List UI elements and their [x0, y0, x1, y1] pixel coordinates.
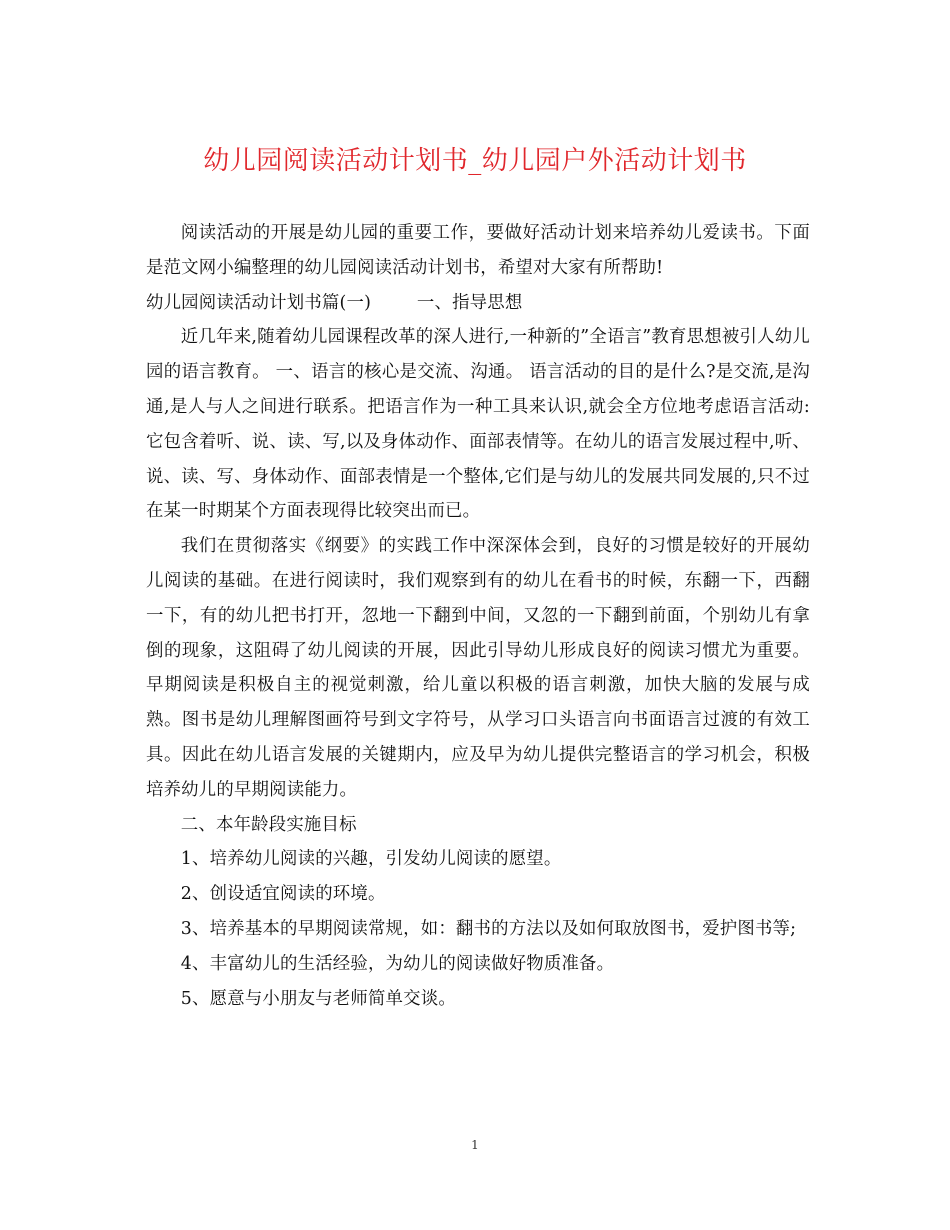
paragraph-reading-habits: 我们在贯彻落实《纲要》的实践工作中深深体会到，良好的习惯是较好的开展幼儿阅读的基础。在进行阅读时，我们观察到有的幼儿在看书的时候，东翻一下，西翻一下，有的幼儿把书打开，忽地一下翻到中间，又忽的一下翻到前面，个别幼儿有拿倒的现象，这阻碍了幼儿阅读的开展，因此引导幼儿形成良好的阅读习惯尤为重要。早期阅读是积极自主的视觉刺激，给儿童以积极的语言刺激，加快大脑的发展与成熟。图书是幼儿理解图画符号到文字符号，从学习口头语言向书面语言过渡的有效工具。因此在幼儿语言发展的关键期内，应及早为幼儿提供完整语言的学习机会，积极培养幼儿的早期阅读能力。: [146, 536, 810, 800]
goal-item-4: 4、丰富幼儿的生活经验，为幼儿的阅读做好物质准备。: [180, 953, 615, 974]
section-heading-line: [146, 286, 810, 321]
heading-goals: 二、本年龄段实施目标: [180, 814, 357, 835]
goal-item-3: 3、培养基本的早期阅读常规，如：翻书的方法以及如何取放图书，爱护图书等;: [180, 918, 797, 939]
document-body: [146, 216, 810, 1016]
goal-item-5: 5、愿意与小朋友与老师简单交谈。: [180, 988, 456, 1009]
paragraph-guiding-thought: 近几年来,随着幼儿园课程改革的深人进行,一种新的”全语言”教育思想被引人幼儿园的语言教育。 一、语言的核心是交流、沟通。 语言活动的目的是什么?是交流,是沟通,是人与人之间进行联系。把语言作为一种工具来认识,就会全方位地考虑语言活动:它包含着听、说、读、写,以及身体动作、面部表情等。在幼儿的语言发展过程中,听、说、读、写、身体动作、面部表情是一个整体,它们是与幼儿的发展共同发展的,只不过在某一时期某个方面表现得比较突出而已。: [146, 327, 810, 522]
goal-item-1: 1、培养幼儿阅读的兴趣，引发幼儿阅读的愿望。: [180, 849, 562, 870]
section-title: 幼儿园阅读活动计划书篇(一): [146, 292, 372, 313]
intro-paragraph: 阅读活动的开展是幼儿园的重要工作，要做好活动计划来培养幼儿爱读书。下面是范文网小编整理的幼儿园阅读活动计划书，希望对大家有所帮助!: [146, 223, 810, 278]
document-title: 幼儿园阅读活动计划书_幼儿园户外活动计划书: [203, 146, 747, 176]
goal-item-2: 2、创设适宜阅读的环境。: [180, 884, 386, 905]
section-heading: 一、指导思想: [416, 292, 523, 313]
page-number: 1: [471, 1138, 479, 1152]
